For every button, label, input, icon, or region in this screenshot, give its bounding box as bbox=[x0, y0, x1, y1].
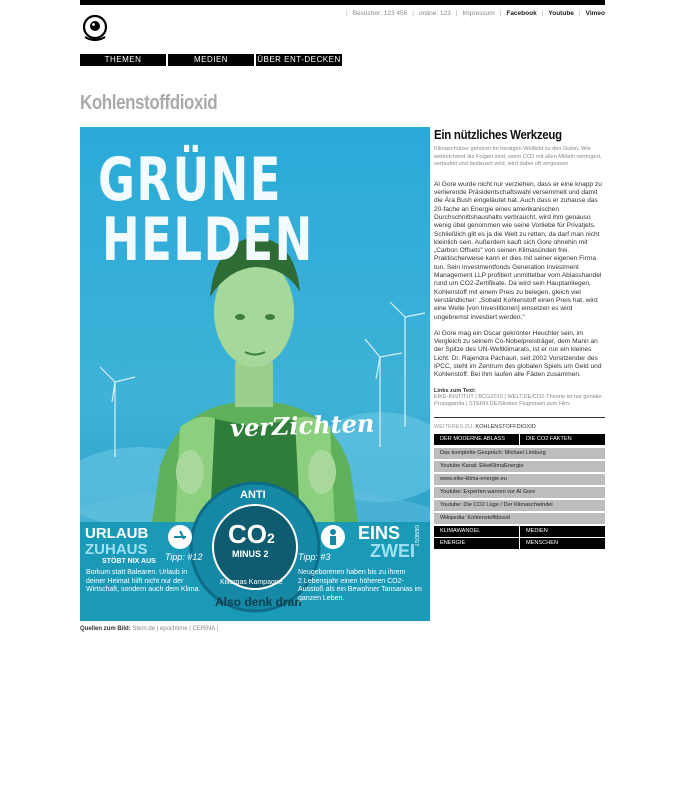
article-title: Ein nützliches Werkzeug bbox=[434, 127, 562, 142]
poster-title-2: HELDEN bbox=[102, 205, 314, 275]
link-moderne-ablass[interactable]: DER MODERNE ABLASS bbox=[434, 434, 519, 445]
article-intro: Klimaschützer gehören im heutigen Weltbild zu den Guten. Wie weitreichend die Folgen sind, wenn CO2 mit allen Mitteln verringert, verteufelt und besteuert wird, wird dabei oft vergessen bbox=[434, 146, 602, 168]
co2-text: CO bbox=[228, 519, 267, 549]
co2-subscript: 2 bbox=[267, 530, 275, 546]
category-pair bbox=[434, 526, 605, 537]
shirt-text: verZichten bbox=[229, 408, 375, 443]
links-list[interactable]: EIKE-INSTITUT | BCG2010 | WELT.DE/CO2-Theorie ist nur geniale Propaganda | STERN.DE/Stinken Flugreisen zum Him- bbox=[434, 393, 602, 407]
link-co2-fakten[interactable]: DIE CO2 FAKTEN bbox=[520, 434, 605, 445]
slogan: Also denk dran bbox=[215, 595, 302, 609]
facebook-link[interactable]: Facebook bbox=[506, 10, 537, 17]
related-link[interactable]: Das komplette Gespräch: Michael Limburg bbox=[434, 448, 605, 459]
top-nav: | Besucher: 123 456 | online: 123 | Impressum | Facebook | Youtube | Vimeo bbox=[345, 10, 605, 17]
related-link[interactable]: Youtube: Experten warnen vor Al Gore bbox=[434, 487, 605, 498]
related-link[interactable]: www.eike-klima-energie.eu bbox=[434, 474, 605, 485]
related-topic: KOHLENSTOFFDIOXID bbox=[475, 423, 536, 430]
related-heading bbox=[434, 424, 605, 430]
related-prefix: WEITERES ZU: bbox=[434, 423, 476, 430]
right-heading-2: ZWEI bbox=[370, 541, 415, 561]
youtube-link[interactable]: Youtube bbox=[548, 10, 574, 17]
category-menschen[interactable]: MENSCHEN bbox=[520, 538, 605, 549]
right-heading-1: EINS bbox=[358, 523, 401, 543]
left-subheading: STÖBT NIX AUS bbox=[102, 558, 156, 565]
image-sources bbox=[80, 626, 218, 632]
poster-title-1: GRÜNE bbox=[98, 145, 283, 215]
online-count: online: 123 bbox=[418, 10, 451, 17]
image-sources-text[interactable]: Stern.de | epochtime | CERINA | bbox=[132, 626, 219, 632]
divider bbox=[434, 417, 605, 418]
related-link[interactable]: Youtube: Die CO2 Lüge / Der Klimaschwindel bbox=[434, 500, 605, 511]
minus-label: MINUS 2 bbox=[232, 549, 269, 559]
links-heading: Links zum Text: bbox=[434, 387, 476, 394]
nav-medien[interactable]: MEDIEN bbox=[168, 54, 254, 66]
article-body bbox=[434, 181, 605, 380]
impressum-link[interactable]: Impressum bbox=[462, 10, 495, 17]
tip-right: Tipp: #3 bbox=[298, 552, 331, 562]
top-bar bbox=[80, 0, 605, 5]
vimeo-link[interactable]: Vimeo bbox=[585, 10, 605, 17]
site-logo-icon[interactable] bbox=[80, 14, 110, 44]
visitor-count: Besucher: 123 456 bbox=[352, 10, 408, 17]
right-tip-text: Neugeborenen haben bis zu ihrem 2.Lebensjahr einen höheren CO2-Ausstoß als ein Bewohner Tansanias im ganzen Leben. bbox=[298, 569, 422, 602]
right-side-label: GENÜGT bbox=[413, 525, 419, 547]
article-paragraph: Al Gore wurde nicht nur verziehen, dass er eine knapp zu verlierende Präsidentschaftswahl versemmelt und damit die Ära Bush eingeläutet hat. Auch dass er zuhause das 20-fache an Energie eines amerikanischen Durchschnittshaushalts verbraucht, wird ihm genauso wenig übel genommen wie seine Vorliebe für Privatjets. Schließlich gilt es ja die Welt zu retten, da darf man nicht kleinlich sein. Außerdem kauft sich Gore ohnehin mit „Carbon Offsets" von seinen Klimasünden frei. Praktischerweise kann er dies mit seiner eigenen Firma tun. Sein Investmentfonds Generation Investment Management LLP profitiert unmittelbar vom Ablasshandel rund um CO2-Zertifikate. Da wird sein Hauptanliegen, Kohlenstoff mit einem Preis zu belegen, gleich viel verständlicher: „Sobald Kohlenstoff einen Preis hat, wird eine Welle [von Investitionen] einsetzen es wird ungebremst investiert werden." bbox=[434, 180, 602, 321]
poster-image bbox=[80, 127, 430, 621]
tip-left: Tipp: #12 bbox=[165, 552, 203, 562]
article-paragraph: Al Gore mag ein Oscar gekrönter Heuchler sein, im Vergleich zu seinem Co-Nobelpreisträger, dem Mann an der Spitze des UN-Weltklimarats, ist er nur ein kleines Licht. Dr. Rajendra Pachauri, seit 2002 Vorsitzender des IPCC, steht im Zentrum des globalen Spiels um Geld und Kohlenstoff. Bei ihm laufen alle Fäden zusammen. bbox=[434, 329, 602, 379]
category-klimawandel[interactable]: KLIMAWANDEL bbox=[434, 526, 519, 537]
page-title: Kohlenstoffdioxid bbox=[80, 92, 218, 114]
related-link[interactable]: Wikipedia: Kohlenstoffdioxid bbox=[434, 513, 605, 524]
main-nav bbox=[80, 54, 342, 66]
related-top-pair bbox=[434, 434, 605, 445]
kampagne-label: Killergas Kampagne bbox=[220, 579, 283, 586]
related-link[interactable]: Youtube Kanal: EikeKlimaEnergie bbox=[434, 461, 605, 472]
co2-label bbox=[228, 519, 275, 550]
category-energie[interactable]: ENERGIE bbox=[434, 538, 519, 549]
left-heading-2: ZUHAUS bbox=[85, 541, 148, 558]
nav-ueber[interactable]: ÜBER ENT-DECKEN bbox=[257, 55, 341, 64]
article-column bbox=[434, 127, 605, 550]
category-medien[interactable]: MEDIEN bbox=[520, 526, 605, 537]
nav-themen[interactable]: THEMEN bbox=[80, 54, 166, 66]
left-tip-text: Borkum statt Balearen. Urlaub in deiner Heimat hilft nicht nur der Wirtschaft, sondern auch dem Klima. bbox=[86, 569, 201, 593]
left-heading-1: URLAUB bbox=[85, 525, 149, 542]
anti-label: ANTI bbox=[240, 489, 266, 501]
category-pair bbox=[434, 538, 605, 549]
image-sources-label: Quellen zum Bild: bbox=[80, 626, 131, 632]
